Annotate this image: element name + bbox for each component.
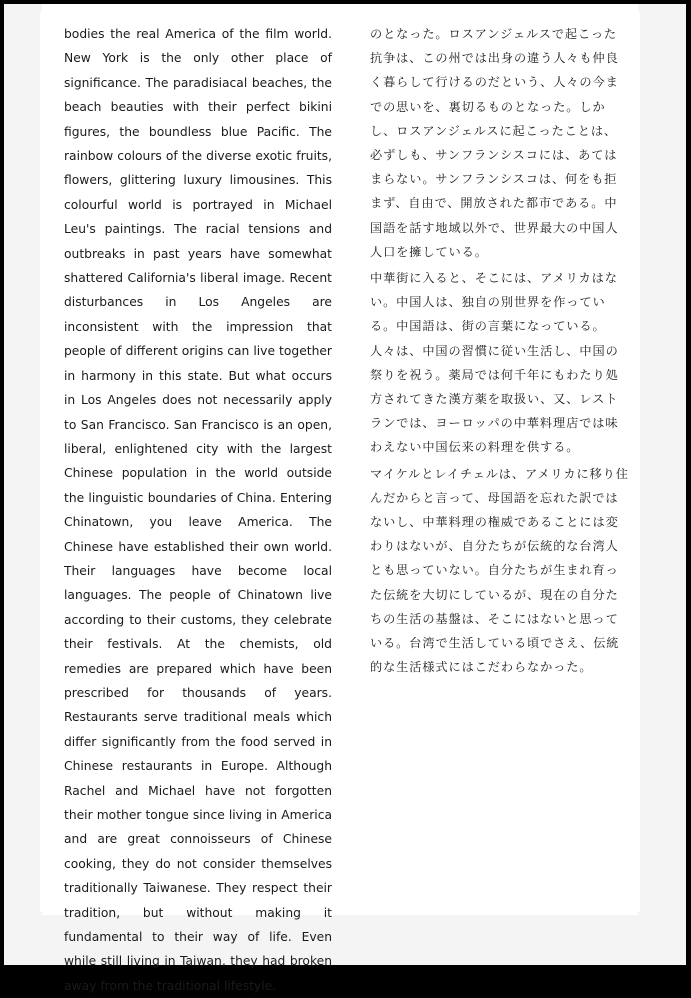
english-column	[40, 12, 338, 993]
english-paragraph: bodies the real America of the film world. New York is the only other place of significance. The paradisiacal beaches, the beach beauties with their perfect bikini figures, the boundless blue Pacific. The rainbow colours of the diverse exotic fruits, flowers, glittering luxury limousines. This colourful world is portrayed in Michael Leu's paintings. The racial tensions and outbreaks in past years have somewhat shattered California's liberal image. Recent disturbances in Los Angeles are inconsistent with the impression that people of different origins can live together in harmony in this state. But what occurs in Los Angeles does not necessarily apply to San Francisco. San Francisco is an open, liberal, enlightened city with the largest Chinese population in the world outside the linguistic boundaries of China. Entering Chinatown, you leave America. The Chinese have established their own world. Their languages have become local languages. The people of Chinatown live according to their customs, they celebrate their festivals. At the chemists, old remedies are prepared which have been prescribed for thousands of years. Restaurants serve traditional meals which differ significantly from the food served in Chinese restaurants in Europe. Although Rachel and Michael have not forgotten their mother tongue since living in America and are great connoisseurs of Chinese cooking, they do not consider themselves traditionally Taiwanese. They respect their tradition, but without making it fundamental to their way of life. Even while still living in Taiwan, they had broken away from the traditional lifestyle.	[64, 27, 332, 993]
japanese-paragraph-2: 中華街に入ると、そこには、アメリカはない。中国人は、独自の別世界を作っている。中国語は、街の言葉になっている。人々は、中国の習慣に従い生活し、中国の祭りを祝う。薬局では何千年にもわたり処方されてきた漢方薬を取扱い、又、レストランでは、ヨーロッパの中華料理店では味わえない中国伝来の料理を供する。	[370, 271, 619, 455]
japanese-column	[364, 12, 640, 912]
japanese-paragraph-1: のとなった。ロスアンジェルスで起こった抗争は、この州では出身の違う人々も仲良く暮らして行けるのだという、人々の今までの思いを、裏切るものとなった。しかし、ロスアンジェルスに起こったことは、必ずしも、サンフランシスコには、あてはまらない。サンフランシスコは、何をも拒まず、自由で、開放された都市である。中国語を話す地域以外で、世界最大の中国人人口を擁している。	[370, 27, 619, 259]
right-margin	[638, 4, 686, 965]
scanned-page	[4, 4, 686, 993]
japanese-paragraph-3: マイケルとレイチェルは、アメリカに移り住んだからと言って、母国語を忘れた訳ではないし、中華料理の権威であることには変わりはないが、自分たちが伝統的な台湾人とも思っていない。自分たちが生まれ育った伝統を大切にしているが、現在の自分たちの生活の基盤は、そこにはないと思っている。台湾で生活している頃でさえ、伝統的な生活様式にはこだわらなかった。	[370, 466, 629, 675]
left-margin	[4, 4, 42, 965]
